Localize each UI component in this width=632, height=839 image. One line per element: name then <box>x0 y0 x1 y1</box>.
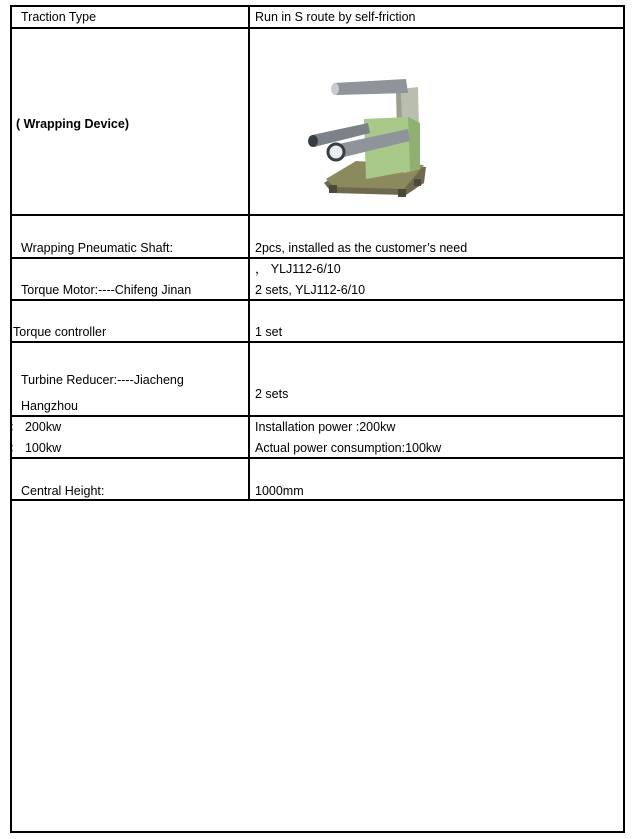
label-cell <box>12 259 250 299</box>
table-row-central-height <box>12 459 623 501</box>
turbine-reducer-value: 2 sets <box>255 387 289 401</box>
top-roller-end <box>331 83 339 95</box>
empty-area <box>12 501 623 831</box>
label-cell <box>12 29 250 214</box>
value-cell <box>250 7 623 27</box>
table-row-power <box>9 417 623 459</box>
value-cell <box>250 459 623 499</box>
pneumatic-shaft-label: Wrapping Pneumatic Shaft: <box>21 241 173 255</box>
torque-motor-value-line1: ， YLJ112-6/10 <box>255 262 341 276</box>
torque-motor-value-line2: 2 sets, YLJ112-6/10 <box>255 283 366 297</box>
traction-type-value: Run in S route by self-friction <box>255 10 416 24</box>
wrapping-device-image <box>296 71 436 201</box>
foot <box>398 189 406 197</box>
left-shaft-end <box>308 135 318 147</box>
table-row-wrapping-device <box>12 29 623 216</box>
label-cell <box>9 417 250 457</box>
torque-motor-label: Torque Motor:----Chifeng Jinan <box>21 283 192 297</box>
pneumatic-shaft-value: 2pcs, installed as the customer’s need <box>255 241 468 255</box>
table-row-traction-type <box>12 7 623 29</box>
installation-power-value: Installation power :200kw <box>255 420 396 434</box>
value-cell <box>250 417 623 457</box>
value-cell <box>250 259 623 299</box>
turbine-reducer-label-line2: Hangzhou <box>21 399 78 413</box>
top-roller <box>334 79 408 95</box>
foot <box>329 185 337 193</box>
frame-body-side <box>408 117 420 171</box>
wrapping-device-label: ( Wrapping Device) <box>16 117 129 131</box>
torque-controller-value: 1 set <box>255 325 283 339</box>
label-cell <box>12 301 250 341</box>
value-cell <box>250 216 623 257</box>
traction-type-label: Traction Type <box>21 10 97 24</box>
table-row-turbine-reducer <box>12 343 623 417</box>
label-cell <box>12 7 250 27</box>
turbine-reducer-label-line1: Turbine Reducer:----Jiacheng <box>21 373 184 387</box>
label-cell <box>12 343 250 415</box>
torque-controller-label: Torque controller <box>13 325 107 339</box>
central-height-value: 1000mm <box>255 484 304 498</box>
power-label-line1: ： 200kw <box>9 420 62 434</box>
right-shaft-end <box>328 144 344 160</box>
actual-power-value: Actual power consumption:100kw <box>255 441 442 455</box>
table-row-pneumatic-shaft <box>12 216 623 259</box>
label-cell <box>12 216 250 257</box>
value-cell <box>250 301 623 341</box>
value-cell <box>250 29 623 214</box>
table-row-torque-controller <box>12 301 623 343</box>
label-cell <box>12 459 250 499</box>
central-height-label: Central Height: <box>21 484 105 498</box>
spec-table <box>10 5 625 833</box>
foot <box>414 179 421 186</box>
power-label-line2: ： 100kw <box>9 441 62 455</box>
table-row-torque-motor <box>12 259 623 301</box>
value-cell <box>250 343 623 415</box>
